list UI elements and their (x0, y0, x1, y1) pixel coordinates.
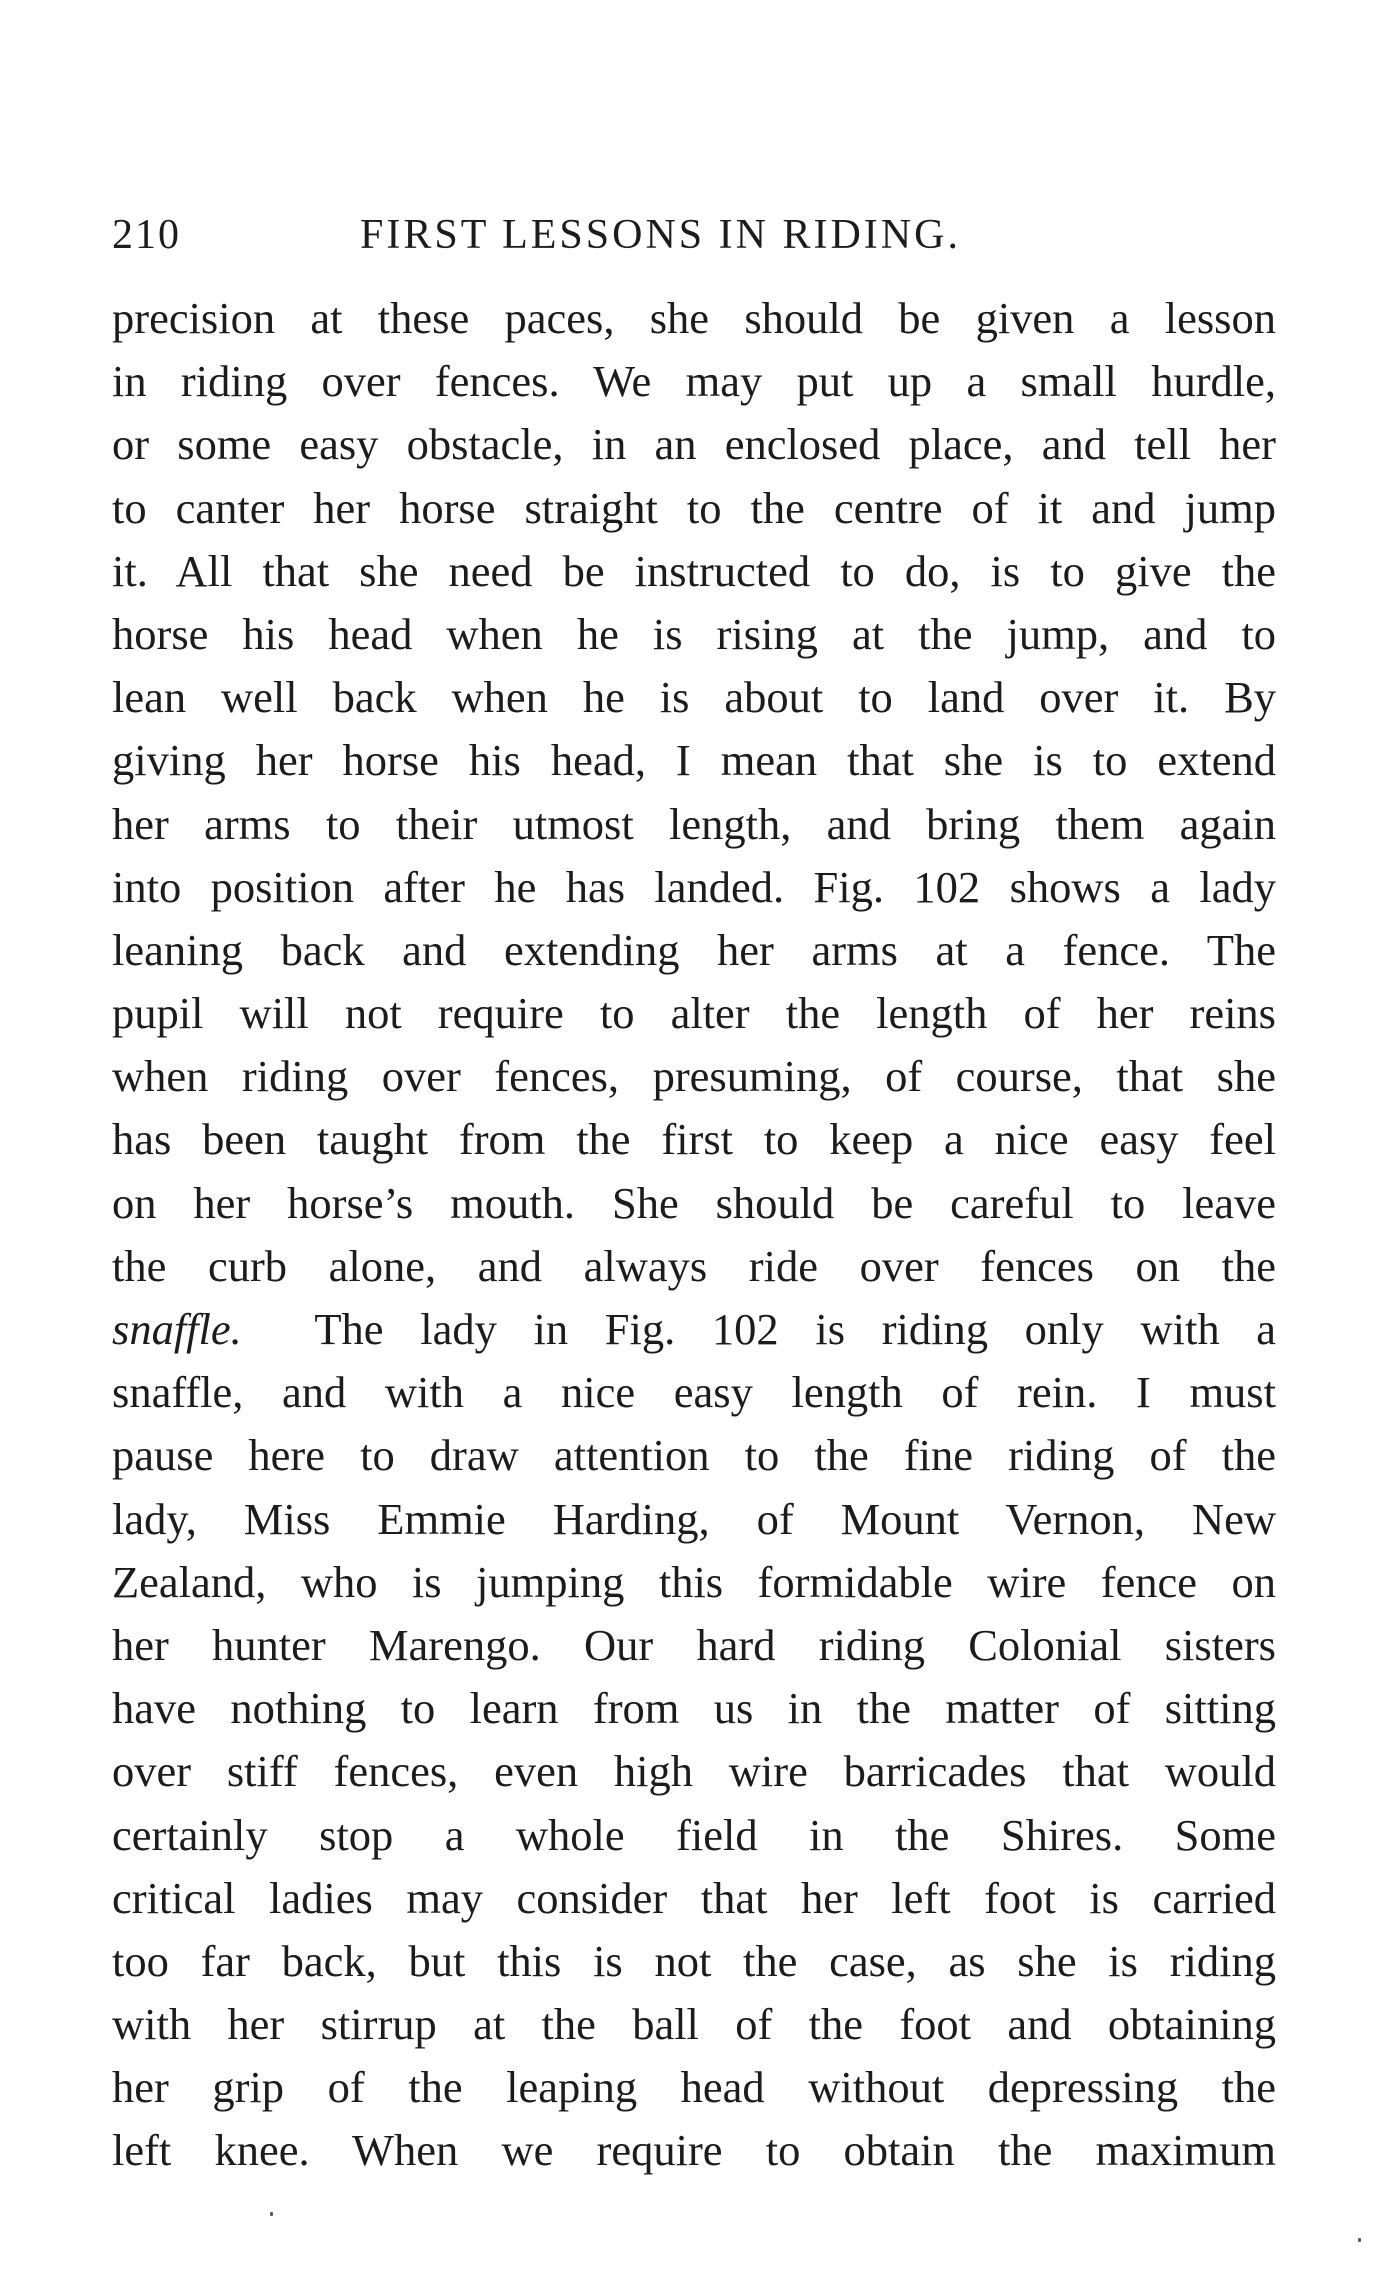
text-line: have nothing to learn from us in the matter of sitting (112, 1683, 1276, 1734)
text-line: certainly stop a whole field in the Shires. Some (112, 1809, 1276, 1860)
text-line: lean well back when he is about to land over it. By (112, 672, 1276, 723)
text-line: too far back, but this is not the case, as she is riding (112, 1935, 1276, 1986)
text-line: precision at these paces, she should be given a lesson (112, 293, 1276, 343)
text-line: leaning back and extending her arms at a fence. The (112, 924, 1276, 975)
text-line: has been taught from the first to keep a nice easy feel (112, 1114, 1276, 1165)
text-line: into position after he has landed. Fig. 102 shows a lady (112, 861, 1276, 912)
text-line-with-italic (112, 1298, 1276, 1361)
text-line: or some easy obstacle, in an enclosed place, and tell her (112, 419, 1276, 470)
text-line: snaffle, and with a nice easy length of rein. I must (112, 1367, 1276, 1418)
text-line: left knee. When we require to obtain the maximum (112, 2125, 1276, 2176)
text-line: in riding over fences. We may put up a small hurdle, (112, 356, 1276, 407)
text-line: over stiff fences, even high wire barricades that would (112, 1746, 1276, 1797)
text-line: with her stirrup at the ball of the foot and obtaining (112, 1999, 1276, 2050)
print-speck (270, 2212, 273, 2216)
print-speck (1358, 2238, 1361, 2242)
running-head (112, 205, 1272, 265)
text-line: horse his head when he is rising at the jump, and to (112, 608, 1276, 659)
text-line: when riding over fences, presuming, of course, that she (112, 1051, 1276, 1102)
text-line: the curb alone, and always ride over fences on the (112, 1240, 1276, 1291)
text-line: it. All that she need be instructed to do, is to give the (112, 545, 1276, 596)
body-text (112, 287, 1276, 2183)
text-line: her arms to their utmost length, and bring them again (112, 798, 1276, 849)
italic-word: snaffle. (112, 1304, 242, 1354)
text-line: to canter her horse straight to the centre of it and jump (112, 482, 1276, 533)
text-line: pause here to draw attention to the fine riding of the (112, 1430, 1276, 1481)
text-line: her hunter Marengo. Our hard riding Colonial sisters (112, 1619, 1276, 1670)
text-line: her grip of the leaping head without depressing the (112, 2062, 1276, 2113)
text-line: lady, Miss Emmie Harding, of Mount Vernon, New (112, 1493, 1276, 1544)
text-line: giving her horse his head, I mean that she is to extend (112, 735, 1276, 786)
text-line: critical ladies may consider that her left foot is carried (112, 1872, 1276, 1923)
running-title: FIRST LESSONS IN RIDING. (360, 212, 961, 258)
page-number: 210 (112, 212, 181, 258)
text-line: on her horse’s mouth. She should be careful to leave (112, 1177, 1276, 1228)
text-line-remainder: The lady in Fig. 102 is riding only with a (314, 1304, 1276, 1354)
text-line: pupil will not require to alter the length of her reins (112, 988, 1276, 1039)
text-line: Zealand, who is jumping this formidable wire fence on (112, 1556, 1276, 1607)
